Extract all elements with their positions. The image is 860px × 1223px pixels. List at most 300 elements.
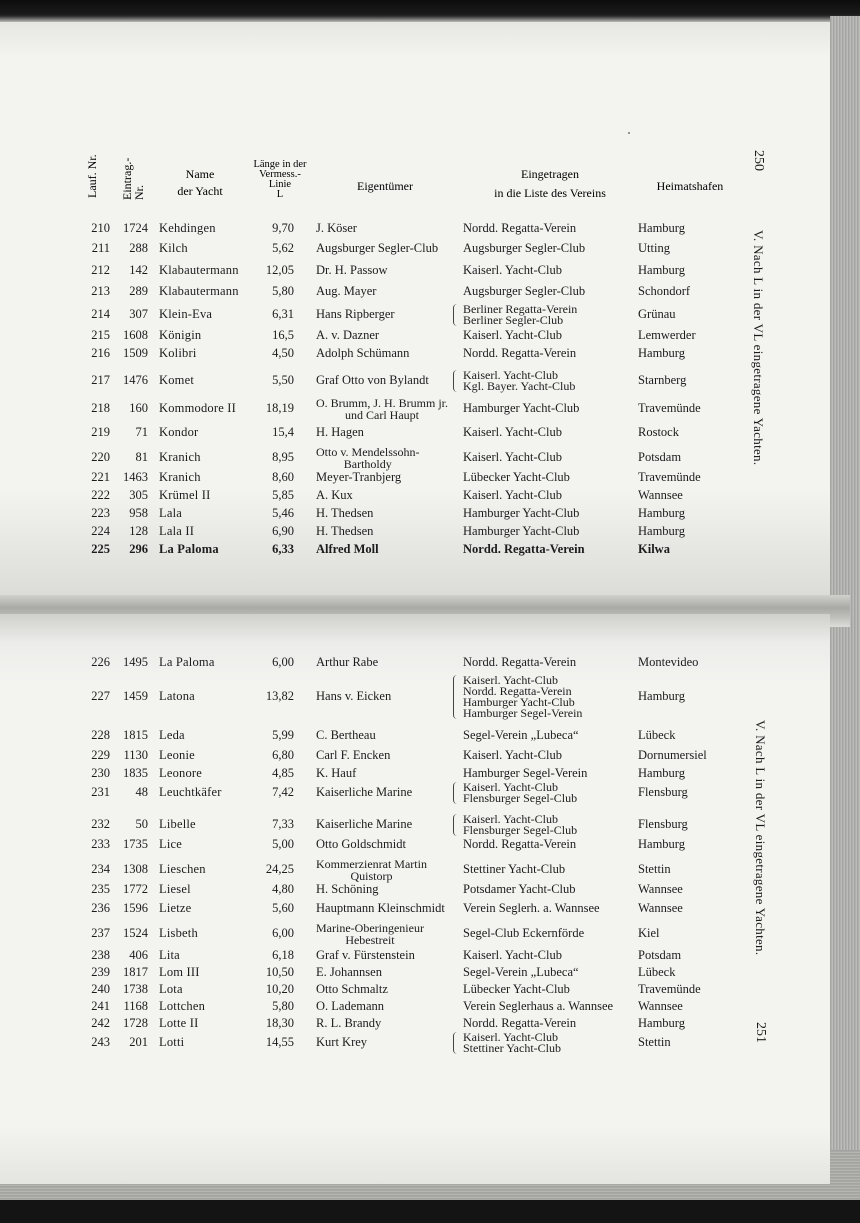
- table-row: [0, 488, 830, 504]
- row-owner-line: Otto v. Mendelssohn-: [316, 445, 420, 459]
- row-lauf-nr: 219: [91, 425, 110, 439]
- row-heimatshafen: Flensburg: [638, 785, 688, 799]
- row-laenge: 18,19: [265, 401, 294, 415]
- row-yacht-name: La Paloma: [159, 655, 215, 669]
- row-owner: E. Johannsen: [316, 965, 382, 979]
- row-eintrag-nr: 1815: [123, 728, 148, 742]
- row-heimatshafen: Lübeck: [638, 965, 676, 979]
- row-yacht-name: Lota: [159, 982, 183, 996]
- row-club: Stettiner Yacht-Club: [463, 862, 566, 876]
- row-eintrag-nr: 1476: [123, 373, 148, 387]
- table-row: [0, 882, 830, 898]
- row-eintrag-nr: 1509: [123, 346, 148, 360]
- row-club: Lübecker Yacht-Club: [463, 982, 570, 996]
- row-yacht-name: Krümel II: [159, 488, 211, 502]
- row-yacht-name: Kommodore II: [159, 401, 237, 415]
- row-club: Hamburger Yacht-Club: [463, 506, 580, 520]
- row-laenge: 5,80: [272, 284, 294, 298]
- row-club-line: Flensburger Segel-Club: [463, 791, 578, 805]
- row-club: Segel-Club Eckernförde: [463, 926, 585, 940]
- row-heimatshafen: Travemünde: [638, 982, 701, 996]
- brace-icon: [453, 370, 460, 392]
- row-yacht-name: Klabautermann: [159, 284, 239, 298]
- row-owner: Meyer-Tranbjerg: [316, 470, 402, 484]
- row-heimatshafen: Potsdam: [638, 948, 682, 962]
- row-owner-line: Kommerzienrat Martin: [316, 857, 427, 871]
- row-eintrag-nr: 1724: [123, 221, 148, 235]
- row-yacht-name: Lottchen: [159, 999, 206, 1013]
- row-heimatshafen: Montevideo: [638, 655, 699, 669]
- row-owner: Hans v. Eicken: [316, 689, 392, 703]
- row-laenge: 6,31: [272, 307, 294, 321]
- row-laenge: 5,99: [272, 728, 294, 742]
- row-lauf-nr: 215: [91, 328, 110, 342]
- row-laenge: 6,33: [272, 542, 294, 556]
- row-heimatshafen: Wannsee: [638, 901, 683, 915]
- row-owner-line: Bartholdy: [343, 457, 392, 471]
- row-yacht-name: Leonore: [159, 766, 203, 780]
- row-laenge: 10,50: [265, 965, 294, 979]
- row-eintrag-nr: 81: [135, 450, 148, 464]
- header-name-line2: der Yacht: [177, 184, 223, 198]
- row-heimatshafen: Hamburg: [638, 506, 685, 520]
- row-owner: Adolph Schümann: [316, 346, 410, 360]
- row-yacht-name: Komet: [159, 373, 195, 387]
- row-club: Nordd. Regatta-Verein: [463, 346, 577, 360]
- header-eingetragen-line2: in die Liste des Vereins: [494, 186, 606, 200]
- row-owner: [316, 446, 420, 470]
- row-clubs: [463, 1032, 561, 1054]
- row-yacht-name: Lotte II: [159, 1016, 199, 1030]
- row-owner: [316, 858, 427, 882]
- row-club: Kaiserl. Yacht-Club: [463, 948, 562, 962]
- table-row: [0, 966, 830, 980]
- row-lauf-nr: 240: [91, 982, 110, 996]
- row-heimatshafen: Travemünde: [638, 401, 701, 415]
- page-number-top: 250: [751, 150, 766, 171]
- row-owner: Kaiserliche Marine: [316, 817, 413, 831]
- row-heimatshafen: Travemünde: [638, 470, 701, 484]
- row-heimatshafen: Hamburg: [638, 524, 685, 538]
- row-club: Augsburger Segler-Club: [463, 284, 586, 298]
- row-yacht-name: Kranich: [159, 450, 201, 464]
- row-owner: Dr. H. Passow: [316, 263, 388, 277]
- row-heimatshafen: Hamburg: [638, 766, 685, 780]
- speck: [628, 132, 630, 134]
- row-heimatshafen: Starnberg: [638, 373, 687, 387]
- row-club: Kaiserl. Yacht-Club: [463, 450, 562, 464]
- row-heimatshafen: Hamburg: [638, 837, 685, 851]
- row-lauf-nr: 218: [91, 401, 110, 415]
- row-eintrag-nr: 1308: [123, 862, 148, 876]
- row-owner: Arthur Rabe: [316, 655, 379, 669]
- row-lauf-nr: 235: [91, 882, 110, 896]
- brace-icon: [453, 1032, 460, 1054]
- row-laenge: 9,70: [272, 221, 294, 235]
- row-clubs: [463, 304, 577, 326]
- row-laenge: 5,00: [272, 837, 294, 851]
- row-heimatshafen: Rostock: [638, 425, 679, 439]
- row-club-line: Kaiserl. Yacht-Club: [463, 368, 558, 382]
- row-lauf-nr: 237: [91, 926, 110, 940]
- row-club: Kaiserl. Yacht-Club: [463, 263, 562, 277]
- row-owner: [316, 397, 448, 421]
- row-laenge: 7,42: [272, 785, 294, 799]
- row-lauf-nr: 239: [91, 965, 110, 979]
- row-owner-line: Marine-Oberingenieur: [316, 921, 424, 935]
- row-yacht-name: Lieschen: [159, 862, 206, 876]
- table-row: [0, 370, 830, 392]
- row-yacht-name: Leonie: [159, 748, 195, 762]
- row-laenge: 5,50: [272, 373, 294, 387]
- row-owner: K. Hauf: [316, 766, 357, 780]
- row-lauf-nr: 241: [91, 999, 110, 1013]
- table-row: [0, 506, 830, 522]
- table-row: [0, 262, 830, 280]
- table-row: [0, 470, 830, 486]
- row-eintrag-nr: 1459: [123, 689, 148, 703]
- row-owner: Graf Otto von Bylandt: [316, 373, 429, 387]
- table-row: [0, 524, 830, 540]
- row-heimatshafen: Schondorf: [638, 284, 691, 298]
- row-yacht-name: Leda: [159, 728, 185, 742]
- table-row: [0, 858, 830, 882]
- row-club: Verein Seglerhaus a. Wannsee: [463, 999, 614, 1013]
- row-club-line: Kaiserl. Yacht-Club: [463, 673, 558, 687]
- row-club-line: Nordd. Regatta-Verein: [463, 684, 572, 698]
- row-owner: Graf v. Fürstenstein: [316, 948, 415, 962]
- row-club-line: Hamburger Segel-Verein: [463, 706, 583, 720]
- row-owner: A. Kux: [316, 488, 353, 502]
- row-heimatshafen: Utting: [638, 241, 670, 255]
- row-heimatshafen: Stettin: [638, 862, 671, 876]
- row-club: Nordd. Regatta-Verein: [463, 542, 585, 556]
- table-row: [0, 982, 830, 998]
- row-heimatshafen: Wannsee: [638, 488, 683, 502]
- brace-icon: [453, 304, 460, 326]
- row-eintrag-nr: 406: [129, 948, 148, 962]
- row-laenge: 10,20: [265, 982, 294, 996]
- row-laenge: 16,5: [272, 328, 294, 342]
- table-row: [0, 748, 830, 764]
- table-row: [0, 446, 830, 470]
- row-club-line: Kaiserl. Yacht-Club: [463, 780, 558, 794]
- table-row: [0, 812, 830, 838]
- row-eintrag-nr: 289: [129, 284, 148, 298]
- row-heimatshafen: Flensburg: [638, 817, 688, 831]
- row-yacht-name: Lom III: [159, 965, 200, 979]
- table-row: [0, 220, 830, 238]
- row-lauf-nr: 227: [91, 689, 110, 703]
- row-heimatshafen: Hamburg: [638, 221, 685, 235]
- table-row: [0, 654, 830, 672]
- row-eintrag-nr: 307: [129, 307, 148, 321]
- header-laenge-line2: Vermess.-: [259, 169, 301, 180]
- row-club-line: Hamburger Yacht-Club: [463, 695, 575, 709]
- row-owner: H. Hagen: [316, 425, 364, 439]
- row-heimatshafen: Wannsee: [638, 882, 683, 896]
- row-heimatshafen: Dornumersiel: [638, 748, 707, 762]
- row-eintrag-nr: 958: [129, 506, 148, 520]
- row-owner: H. Schöning: [316, 882, 379, 896]
- row-owner: A. v. Dazner: [316, 328, 380, 342]
- table-row: [0, 346, 830, 362]
- row-clubs: [463, 782, 577, 804]
- row-heimatshafen: Kiel: [638, 926, 660, 940]
- row-club-line: Kaiserl. Yacht-Club: [463, 812, 558, 826]
- header-name-line1: Name: [185, 167, 215, 181]
- table-row: [0, 396, 830, 422]
- header-laenge-line1: Länge in der: [253, 159, 307, 170]
- row-eintrag-nr: 305: [129, 488, 148, 502]
- row-club: Nordd. Regatta-Verein: [463, 221, 577, 235]
- row-laenge: 24,25: [265, 862, 294, 876]
- row-eintrag-nr: 1524: [123, 926, 148, 940]
- row-club-line: Kaiserl. Yacht-Club: [463, 1030, 558, 1044]
- row-club: Segel-Verein „Lubeca“: [463, 728, 579, 742]
- row-club: Hamburger Segel-Verein: [463, 766, 588, 780]
- row-yacht-name: Kilch: [159, 241, 188, 255]
- row-lauf-nr: 216: [91, 346, 110, 360]
- row-heimatshafen: Hamburg: [638, 346, 685, 360]
- row-laenge: 5,62: [272, 241, 294, 255]
- brace-icon: [453, 782, 460, 804]
- row-owner: Carl F. Encken: [316, 748, 391, 762]
- row-lauf-nr: 228: [91, 728, 110, 742]
- row-lauf-nr: 230: [91, 766, 110, 780]
- row-eintrag-nr: 71: [135, 425, 148, 439]
- row-laenge: 7,33: [272, 817, 294, 831]
- row-eintrag-nr: 201: [129, 1035, 148, 1049]
- table-row: [0, 1030, 830, 1056]
- row-club-line: Flensburger Segel-Club: [463, 823, 578, 837]
- row-yacht-name: Lisbeth: [159, 926, 198, 940]
- header-laenge-line3: Linie: [268, 179, 292, 190]
- row-laenge: 13,82: [265, 689, 294, 703]
- header-eingetragen-line1: Eingetragen: [521, 167, 579, 181]
- row-yacht-name: Lice: [159, 837, 183, 851]
- row-club: Kaiserl. Yacht-Club: [463, 488, 562, 502]
- row-lauf-nr: 231: [91, 785, 110, 799]
- row-eintrag-nr: 296: [129, 542, 148, 556]
- brace-icon: [453, 814, 460, 836]
- row-club: Verein Seglerh. a. Wannsee: [463, 901, 600, 915]
- row-yacht-name: Lala II: [159, 524, 195, 538]
- table-row: [0, 541, 830, 559]
- row-lauf-nr: 243: [91, 1035, 110, 1049]
- row-eintrag-nr: 50: [135, 817, 148, 831]
- row-yacht-name: Lotti: [159, 1035, 185, 1049]
- header-laenge: [240, 160, 320, 200]
- row-eintrag-nr: 1608: [123, 328, 148, 342]
- row-eintrag-nr: 1738: [123, 982, 148, 996]
- row-heimatshafen: Lübeck: [638, 728, 676, 742]
- row-laenge: 12,05: [265, 263, 294, 277]
- row-clubs: [463, 814, 577, 836]
- row-heimatshafen: Kilwa: [638, 542, 670, 556]
- row-owner-line: Quistorp: [350, 869, 393, 883]
- row-laenge: 5,46: [272, 506, 294, 520]
- row-club: Nordd. Regatta-Verein: [463, 837, 577, 851]
- table-row: [0, 304, 830, 326]
- row-club: Potsdamer Yacht-Club: [463, 882, 576, 896]
- row-eintrag-nr: 48: [135, 785, 148, 799]
- row-eintrag-nr: 1772: [123, 882, 148, 896]
- table-row: [0, 240, 830, 258]
- row-club-line: Berliner Regatta-Verein: [463, 302, 578, 316]
- table-row: [0, 283, 830, 301]
- brace-icon: [453, 675, 460, 719]
- row-owner: R. L. Brandy: [316, 1016, 382, 1030]
- row-lauf-nr: 210: [91, 221, 110, 235]
- row-yacht-name: Klabautermann: [159, 263, 239, 277]
- header-eintrag-nr: Eintrag.-Nr.: [120, 157, 146, 200]
- row-laenge: 5,85: [272, 488, 294, 502]
- row-lauf-nr: 213: [91, 284, 110, 298]
- header-lauf-nr: Lauf. Nr.: [85, 154, 99, 198]
- row-owner: Hauptmann Kleinschmidt: [316, 901, 445, 915]
- header-laenge-line4: L: [276, 189, 284, 200]
- row-owner: Kaiserliche Marine: [316, 785, 413, 799]
- row-lauf-nr: 225: [91, 542, 110, 556]
- row-owner: H. Thedsen: [316, 524, 374, 538]
- row-eintrag-nr: 1735: [123, 837, 148, 851]
- row-heimatshafen: Hamburg: [638, 263, 685, 277]
- row-owner: Aug. Mayer: [316, 284, 377, 298]
- row-laenge: 4,80: [272, 882, 294, 896]
- background-bottom: [0, 1200, 860, 1223]
- row-heimatshafen: Stettin: [638, 1035, 671, 1049]
- row-club: Kaiserl. Yacht-Club: [463, 425, 562, 439]
- table-row: [0, 728, 830, 744]
- row-yacht-name: Kehdingen: [159, 221, 216, 235]
- row-club: Segel-Verein „Lubeca“: [463, 965, 579, 979]
- row-lauf-nr: 224: [91, 524, 110, 538]
- row-club: Hamburger Yacht-Club: [463, 401, 580, 415]
- table-row: [0, 672, 830, 722]
- row-clubs: [463, 675, 582, 719]
- row-lauf-nr: 232: [91, 817, 110, 831]
- row-yacht-name: Kranich: [159, 470, 201, 484]
- row-lauf-nr: 212: [91, 263, 110, 277]
- row-laenge: 6,00: [272, 655, 294, 669]
- table-row: [0, 922, 830, 946]
- row-lauf-nr: 220: [91, 450, 110, 464]
- table-row: [0, 780, 830, 806]
- row-owner: O. Lademann: [316, 999, 385, 1013]
- row-lauf-nr: 217: [91, 373, 110, 387]
- row-laenge: 8,95: [272, 450, 294, 464]
- row-laenge: 6,18: [272, 948, 294, 962]
- row-eintrag-nr: 1168: [123, 999, 148, 1013]
- side-caption-bottom: V. Nach L in der VL eingetragene Yachten.: [753, 720, 768, 956]
- row-club: Augsburger Segler-Club: [463, 241, 586, 255]
- row-laenge: 15,4: [272, 425, 294, 439]
- row-eintrag-nr: 1463: [123, 470, 148, 484]
- row-laenge: 14,55: [265, 1035, 294, 1049]
- row-club-line: Berliner Segler-Club: [463, 313, 564, 327]
- row-eintrag-nr: 1130: [123, 748, 148, 762]
- row-club-line: Stettiner Yacht-Club: [463, 1041, 561, 1055]
- row-lauf-nr: 221: [91, 470, 110, 484]
- row-yacht-name: Klein-Eva: [159, 307, 213, 321]
- row-owner: Hans Ripberger: [316, 307, 395, 321]
- row-heimatshafen: Potsdam: [638, 450, 682, 464]
- row-owner: Augsburger Segler-Club: [316, 241, 439, 255]
- row-club: Kaiserl. Yacht-Club: [463, 328, 562, 342]
- row-laenge: 5,80: [272, 999, 294, 1013]
- row-heimatshafen: Grünau: [638, 307, 676, 321]
- row-lauf-nr: 222: [91, 488, 110, 502]
- row-lauf-nr: 233: [91, 837, 110, 851]
- row-laenge: 4,85: [272, 766, 294, 780]
- table-row: [0, 328, 830, 344]
- row-yacht-name: Latona: [159, 689, 195, 703]
- side-caption-top: V. Nach L in der VL eingetragene Yachten.: [751, 230, 766, 466]
- row-yacht-name: Lita: [159, 948, 180, 962]
- row-eintrag-nr: 128: [129, 524, 148, 538]
- row-laenge: 5,60: [272, 901, 294, 915]
- row-owner: Otto Schmaltz: [316, 982, 388, 996]
- row-yacht-name: Kondor: [159, 425, 199, 439]
- row-club: Nordd. Regatta-Verein: [463, 655, 577, 669]
- row-owner-line: Hebestreit: [345, 933, 395, 947]
- row-lauf-nr: 234: [91, 862, 110, 876]
- row-lauf-nr: 214: [91, 307, 110, 321]
- row-yacht-name: Libelle: [159, 817, 196, 831]
- row-eintrag-nr: 142: [129, 263, 148, 277]
- row-eintrag-nr: 1728: [123, 1016, 148, 1030]
- row-clubs: [463, 370, 575, 392]
- row-eintrag-nr: 1817: [123, 965, 148, 979]
- row-lauf-nr: 229: [91, 748, 110, 762]
- table-row: [0, 1000, 830, 1014]
- row-club: Hamburger Yacht-Club: [463, 524, 580, 538]
- row-laenge: 8,60: [272, 470, 294, 484]
- row-club: Kaiserl. Yacht-Club: [463, 748, 562, 762]
- row-yacht-name: Lala: [159, 506, 183, 520]
- row-lauf-nr: 223: [91, 506, 110, 520]
- table-row: [0, 900, 830, 918]
- row-laenge: 4,50: [272, 346, 294, 360]
- row-club-line: Kgl. Bayer. Yacht-Club: [463, 379, 576, 393]
- page-number-bottom: 251: [753, 1022, 768, 1043]
- row-yacht-name: Kolibri: [159, 346, 197, 360]
- row-owner: H. Thedsen: [316, 506, 374, 520]
- row-laenge: 6,90: [272, 524, 294, 538]
- row-laenge: 18,30: [265, 1016, 294, 1030]
- row-owner-line: und Carl Haupt: [345, 408, 419, 422]
- header-heimatshafen: Heimatshafen: [656, 179, 724, 193]
- table-row: [0, 424, 830, 442]
- row-lauf-nr: 242: [91, 1016, 110, 1030]
- row-owner-line: O. Brumm, J. H. Brumm jr.: [316, 396, 449, 410]
- row-heimatshafen: Wannsee: [638, 999, 683, 1013]
- row-club: Nordd. Regatta-Verein: [463, 1016, 577, 1030]
- row-heimatshafen: Hamburg: [638, 689, 685, 703]
- row-eintrag-nr: 1596: [123, 901, 148, 915]
- row-laenge: 6,00: [272, 926, 294, 940]
- header-eigentuemer: Eigentümer: [357, 179, 413, 193]
- row-owner: Alfred Moll: [316, 542, 379, 556]
- row-eintrag-nr: 1835: [123, 766, 148, 780]
- row-heimatshafen: Hamburg: [638, 1016, 685, 1030]
- row-yacht-name: Lietze: [159, 901, 192, 915]
- row-owner: C. Bertheau: [316, 728, 376, 742]
- header-eingetragen: [470, 168, 630, 200]
- row-eintrag-nr: 160: [129, 401, 148, 415]
- row-owner: Otto Goldschmidt: [316, 837, 406, 851]
